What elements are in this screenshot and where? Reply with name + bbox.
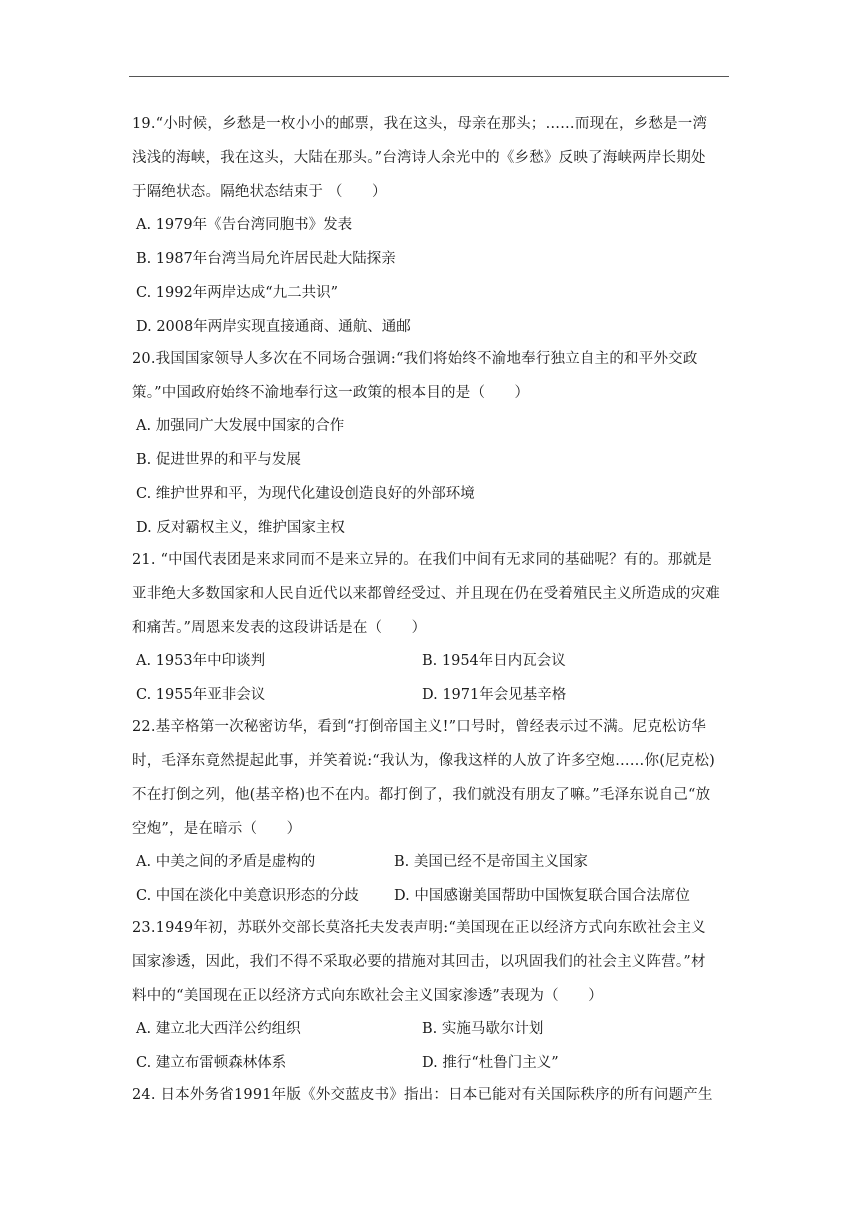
question-22-options-row-2 bbox=[132, 879, 732, 913]
question-22-stem-line-3: 不在打倒之列，他(基辛格)也不在内。都打倒了，我们就没有朋友了嘛。”毛泽东说自己“放 bbox=[132, 787, 711, 803]
question-21 bbox=[132, 548, 732, 712]
question-19-option-b[interactable]: B. 1987年台湾当局允许居民赴大陆探亲 bbox=[136, 251, 396, 267]
question-list bbox=[132, 112, 732, 1108]
question-22-option-c[interactable]: C. 中国在淡化中美意识形态的分歧 bbox=[136, 888, 359, 904]
question-23-option-b[interactable]: B. 实施马歇尔计划 bbox=[422, 1021, 544, 1037]
question-19-stem-line-3: 于隔绝状态。隔绝状态结束于 （ ） bbox=[132, 184, 387, 200]
question-21-option-c[interactable]: C. 1955年亚非会议 bbox=[136, 687, 266, 703]
question-21-stem-line-2: 亚非绝大多数国家和人民自近代以来都曾经受过、并且现在仍在受着殖民主义所造成的灾难 bbox=[132, 586, 720, 602]
question-23-options-row-1 bbox=[132, 1012, 732, 1046]
question-20-option-b[interactable]: B. 促进世界的和平与发展 bbox=[136, 452, 301, 468]
question-19-option-a[interactable]: A. 1979年《告台湾同胞书》发表 bbox=[136, 217, 353, 233]
question-21-stem-line-3: 和痛苦。”周恩来发表的这段讲话是在（ ） bbox=[132, 620, 427, 636]
question-22-stem-line-4: 空炮”，是在暗示（ ） bbox=[132, 821, 302, 837]
question-20-option-d[interactable]: D. 反对霸权主义，维护国家主权 bbox=[136, 520, 345, 536]
question-21-option-a[interactable]: A. 1953年中印谈判 bbox=[136, 653, 266, 669]
question-20-stem-line-2: 策。”中国政府始终不渝地奉行这一政策的根本目的是（ ） bbox=[132, 385, 530, 401]
question-23-option-d[interactable]: D. 推行“杜鲁门主义” bbox=[422, 1055, 559, 1071]
question-20-option-c[interactable]: C. 维护世界和平，为现代化建设创造良好的外部环境 bbox=[136, 486, 475, 502]
question-19-option-c[interactable]: C. 1992年两岸达成“九二共识” bbox=[136, 285, 339, 301]
question-19-stem-line-2: 浅浅的海峡，我在这头，大陆在那头。”台湾诗人余光中的《乡愁》反映了海峡两岸长期处 bbox=[132, 150, 706, 166]
question-21-option-b[interactable]: B. 1954年日内瓦会议 bbox=[422, 653, 566, 669]
question-22-stem-line-2: 时，毛泽东竟然提起此事，并笑着说:“我认为，像我这样的人放了许多空炮……你(尼克松) bbox=[132, 753, 716, 769]
question-21-stem-line-1: 21. “中国代表团是来求同而不是来立异的。在我们中间有无求同的基础呢？有的。那就是 bbox=[132, 552, 712, 568]
question-22 bbox=[132, 715, 732, 913]
question-23-stem-line-3: 料中的“美国现在正以经济方式向东欧社会主义国家渗透”表现为（ ） bbox=[132, 988, 603, 1004]
question-22-option-a[interactable]: A. 中美之间的矛盾是虚构的 bbox=[136, 854, 316, 870]
question-20-stem-line-1: 20.我国国家领导人多次在不同场合强调:“我们将始终不渝地奉行独立自主的和平外交政 bbox=[132, 351, 698, 367]
question-21-option-d[interactable]: D. 1971年会见基辛格 bbox=[422, 687, 567, 703]
question-24-stem-line-1: 24. 日本外务省1991年版《外交蓝皮书》指出：日本已能对有关国际秩序的所有问题产生 bbox=[132, 1087, 713, 1103]
question-23-options-row-2 bbox=[132, 1046, 732, 1080]
question-19-option-d[interactable]: D. 2008年两岸实现直接通商、通航、通邮 bbox=[136, 319, 411, 335]
question-23-stem-line-2: 国家渗透，因此，我们不得不采取必要的措施对其回击，以巩固我们的社会主义阵营。”材 bbox=[132, 954, 706, 970]
question-21-options-row-1 bbox=[132, 644, 732, 678]
question-19 bbox=[132, 112, 732, 344]
question-20-option-a[interactable]: A. 加强同广大发展中国家的合作 bbox=[136, 418, 345, 434]
question-22-stem-line-1: 22.基辛格第一次秘密访华，看到“打倒帝国主义!”口号时，曾经表示过不满。尼克松访华 bbox=[132, 719, 707, 735]
question-22-options-row-1 bbox=[132, 845, 732, 879]
question-23-option-c[interactable]: C. 建立布雷顿森林体系 bbox=[136, 1055, 287, 1071]
question-23-option-a[interactable]: A. 建立北大西洋公约组织 bbox=[136, 1021, 301, 1037]
question-19-stem-line-1: 19.“小时候，乡愁是一枚小小的邮票，我在这头，母亲在那头；……而现在，乡愁是一湾 bbox=[132, 116, 708, 132]
question-22-option-b[interactable]: B. 美国已经不是帝国主义国家 bbox=[394, 854, 588, 870]
question-21-options-row-2 bbox=[132, 678, 732, 712]
header-rule bbox=[129, 76, 729, 77]
question-23 bbox=[132, 916, 732, 1080]
question-20 bbox=[132, 347, 732, 545]
question-22-option-d[interactable]: D. 中国感谢美国帮助中国恢复联合国合法席位 bbox=[394, 888, 690, 904]
question-24 bbox=[132, 1083, 732, 1108]
question-23-stem-line-1: 23.1949年初，苏联外交部长莫洛托夫发表声明:“美国现在正以经济方式向东欧社会主义 bbox=[132, 920, 706, 936]
